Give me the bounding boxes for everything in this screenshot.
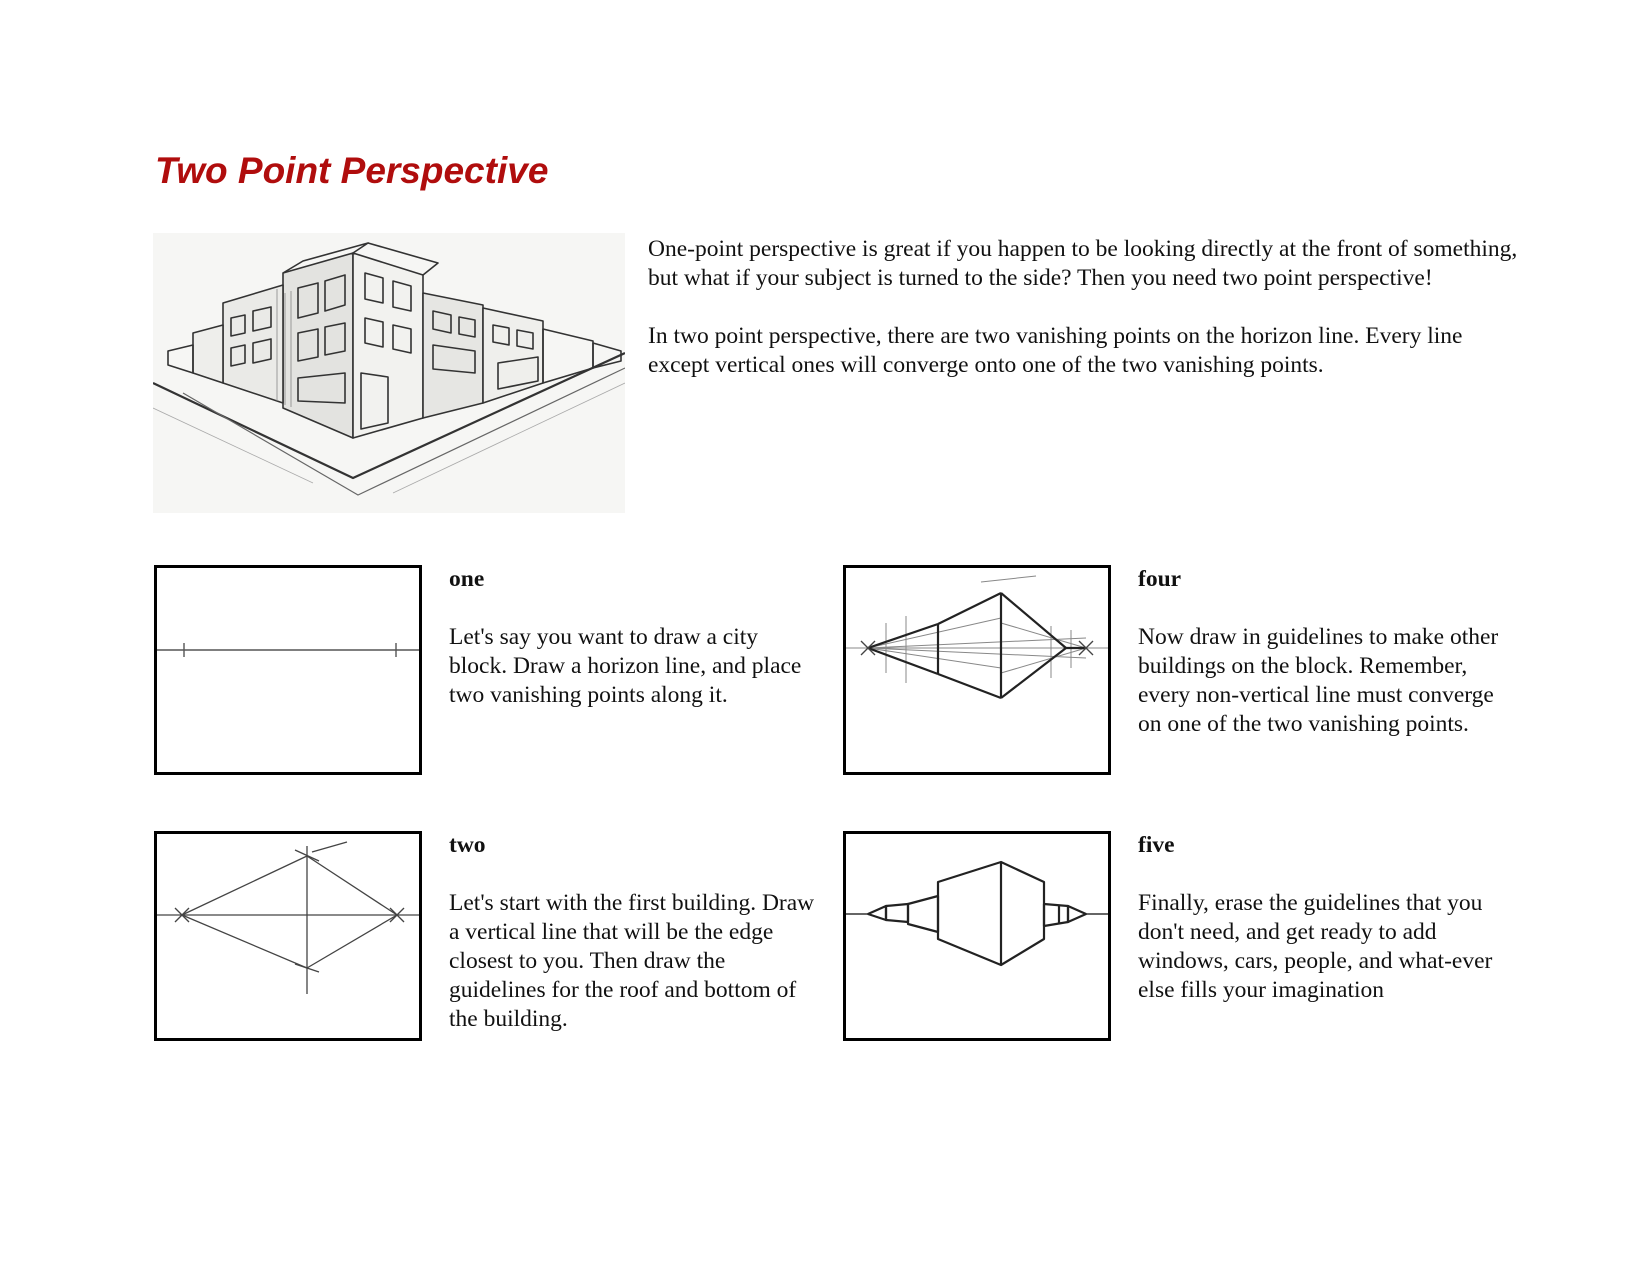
step-heading: four [1138,566,1182,592]
horizon-line-icon [157,568,419,772]
city-block-sketch-icon [153,233,625,513]
city-block-sketch-image [153,233,625,513]
step-one [449,565,819,710]
step-text: Now draw in guidelines to make other buildings on the block. Remember, every non-vertical line must converge on one of the two vanishing points. [1138,624,1499,737]
step-five-diagram [843,831,1111,1041]
step-four-diagram [843,565,1111,775]
step-heading: two [449,832,486,858]
intro-paragraph: One-point perspective is great if you happen to be looking directly at the front of something, but what if your subject is turned to the side? Then you need two point perspective! [648,236,1518,291]
step-heading: five [1138,832,1175,858]
block-guidelines-icon [846,568,1108,772]
intro-paragraph: In two point perspective, there are two vanishing points on the horizon line. Every line except vertical ones will converge onto one of the two vanishing points. [648,323,1463,378]
intro-text [648,235,1518,409]
step-heading: one [449,566,485,592]
step-four [1138,565,1508,739]
step-one-diagram [154,565,422,775]
step-five [1138,831,1508,1005]
finished-buildings-icon [846,834,1108,1038]
step-text: Let's start with the first building. Draw a vertical line that will be the edge closest to you. Then draw the guidelines for the roof and bottom of the building. [449,890,815,1032]
building-guidelines-icon [157,834,419,1038]
step-two-diagram [154,831,422,1041]
page-title: Two Point Perspective [155,150,549,191]
step-text: Finally, erase the guidelines that you don't need, and get ready to add windows, cars, people, and what-ever else fills your imagination [1138,890,1493,1003]
step-two [449,831,819,1034]
step-text: Let's say you want to draw a city block. Draw a horizon line, and place two vanishing points along it. [449,624,802,708]
